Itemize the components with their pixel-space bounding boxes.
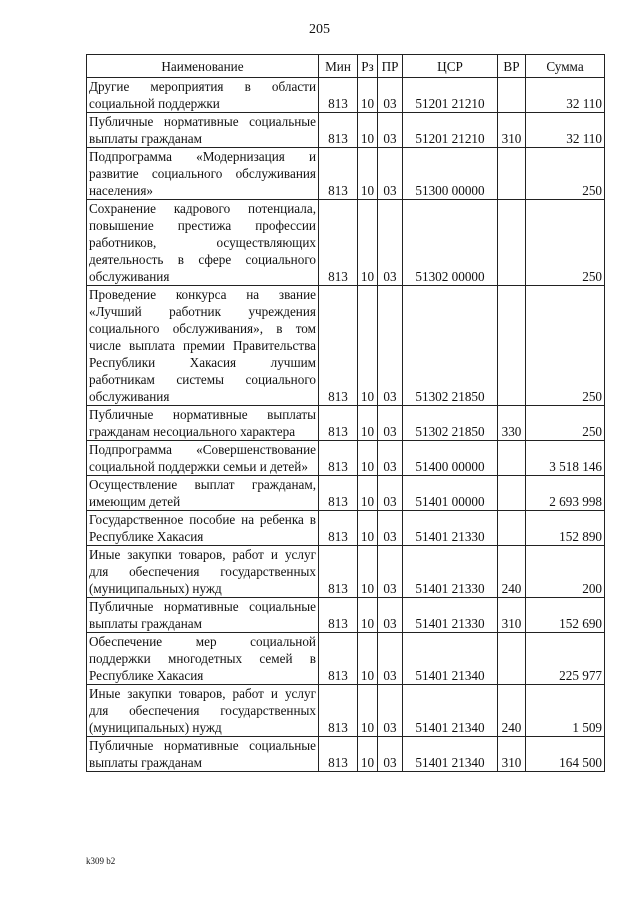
header-min: Мин bbox=[319, 55, 358, 78]
cell-vr: 240 bbox=[498, 685, 526, 737]
cell-min: 813 bbox=[319, 200, 358, 286]
cell-csr: 51401 21330 bbox=[403, 511, 498, 546]
cell-csr: 51401 21340 bbox=[403, 633, 498, 685]
cell-pr: 03 bbox=[378, 441, 403, 476]
cell-rz: 10 bbox=[358, 546, 378, 598]
cell-vr bbox=[498, 200, 526, 286]
cell-csr: 51201 21210 bbox=[403, 78, 498, 113]
cell-pr: 03 bbox=[378, 113, 403, 148]
cell-sum: 250 bbox=[526, 148, 605, 200]
cell-min: 813 bbox=[319, 685, 358, 737]
cell-vr: 310 bbox=[498, 737, 526, 772]
cell-pr: 03 bbox=[378, 148, 403, 200]
table-row bbox=[87, 113, 605, 148]
cell-sum: 152 690 bbox=[526, 598, 605, 633]
cell-csr: 51401 21330 bbox=[403, 598, 498, 633]
cell-min: 813 bbox=[319, 546, 358, 598]
cell-sum: 164 500 bbox=[526, 737, 605, 772]
cell-name: Публичные нормативные социальные выплаты гражданам bbox=[87, 598, 319, 633]
cell-csr: 51201 21210 bbox=[403, 113, 498, 148]
cell-rz: 10 bbox=[358, 633, 378, 685]
cell-vr bbox=[498, 78, 526, 113]
cell-pr: 03 bbox=[378, 546, 403, 598]
header-pr: ПР bbox=[378, 55, 403, 78]
cell-sum: 225 977 bbox=[526, 633, 605, 685]
cell-sum: 3 518 146 bbox=[526, 441, 605, 476]
cell-min: 813 bbox=[319, 286, 358, 406]
table-body bbox=[87, 78, 605, 772]
cell-pr: 03 bbox=[378, 685, 403, 737]
cell-rz: 10 bbox=[358, 406, 378, 441]
cell-pr: 03 bbox=[378, 200, 403, 286]
cell-rz: 10 bbox=[358, 200, 378, 286]
cell-vr bbox=[498, 148, 526, 200]
table-row bbox=[87, 598, 605, 633]
cell-pr: 03 bbox=[378, 476, 403, 511]
footer-code: k309 b2 bbox=[86, 856, 116, 866]
cell-min: 813 bbox=[319, 441, 358, 476]
table-row bbox=[87, 406, 605, 441]
cell-csr: 51302 00000 bbox=[403, 200, 498, 286]
cell-pr: 03 bbox=[378, 286, 403, 406]
cell-name: Осуществление выплат гражданам, имеющим детей bbox=[87, 476, 319, 511]
cell-sum: 250 bbox=[526, 406, 605, 441]
cell-min: 813 bbox=[319, 113, 358, 148]
cell-name: Государственное пособие на ребенка в Республике Хакасия bbox=[87, 511, 319, 546]
cell-vr: 240 bbox=[498, 546, 526, 598]
cell-vr: 330 bbox=[498, 406, 526, 441]
cell-min: 813 bbox=[319, 406, 358, 441]
cell-name: Обеспечение мер социальной поддержки многодетных семей в Республике Хакасия bbox=[87, 633, 319, 685]
cell-csr: 51401 21330 bbox=[403, 546, 498, 598]
cell-min: 813 bbox=[319, 148, 358, 200]
cell-rz: 10 bbox=[358, 148, 378, 200]
page-number: 205 bbox=[309, 22, 330, 37]
table-row bbox=[87, 286, 605, 406]
cell-name: Иные закупки товаров, работ и услуг для обеспечения государственных (муниципальных) нужд bbox=[87, 685, 319, 737]
cell-rz: 10 bbox=[358, 511, 378, 546]
cell-min: 813 bbox=[319, 78, 358, 113]
cell-name: Подпрограмма «Модернизация и развитие социального обслуживания населения» bbox=[87, 148, 319, 200]
cell-name: Публичные нормативные социальные выплаты гражданам bbox=[87, 737, 319, 772]
table-row bbox=[87, 633, 605, 685]
cell-name: Иные закупки товаров, работ и услуг для обеспечения государственных (муниципальных) нужд bbox=[87, 546, 319, 598]
cell-name: Публичные нормативные социальные выплаты гражданам bbox=[87, 113, 319, 148]
budget-table bbox=[86, 54, 605, 772]
table-row bbox=[87, 546, 605, 598]
table-row bbox=[87, 78, 605, 113]
cell-pr: 03 bbox=[378, 511, 403, 546]
table-header-row bbox=[87, 55, 605, 78]
cell-sum: 152 890 bbox=[526, 511, 605, 546]
cell-pr: 03 bbox=[378, 598, 403, 633]
cell-rz: 10 bbox=[358, 737, 378, 772]
cell-name: Публичные нормативные выплаты гражданам несоциального характера bbox=[87, 406, 319, 441]
cell-vr: 310 bbox=[498, 598, 526, 633]
cell-sum: 200 bbox=[526, 546, 605, 598]
cell-sum: 32 110 bbox=[526, 113, 605, 148]
header-vr: ВР bbox=[498, 55, 526, 78]
cell-name: Сохранение кадрового потенциала, повышение престижа профессии работников, осуществляющих деятельность в сфере социального обслуживания bbox=[87, 200, 319, 286]
cell-rz: 10 bbox=[358, 685, 378, 737]
cell-name: Подпрограмма «Совершенствование социальной поддержки семьи и детей» bbox=[87, 441, 319, 476]
cell-rz: 10 bbox=[358, 113, 378, 148]
cell-name: Другие мероприятия в области социальной поддержки bbox=[87, 78, 319, 113]
cell-rz: 10 bbox=[358, 286, 378, 406]
cell-sum: 2 693 998 bbox=[526, 476, 605, 511]
cell-csr: 51302 21850 bbox=[403, 406, 498, 441]
cell-csr: 51401 21340 bbox=[403, 685, 498, 737]
cell-pr: 03 bbox=[378, 78, 403, 113]
cell-sum: 250 bbox=[526, 200, 605, 286]
cell-min: 813 bbox=[319, 476, 358, 511]
cell-name: Проведение конкурса на звание «Лучший работник учреждения социального обслуживания», в том числе выплата премии Правительства Республики Хакасия лучшим работникам системы социального обслуживания bbox=[87, 286, 319, 406]
table-row bbox=[87, 476, 605, 511]
table-row bbox=[87, 511, 605, 546]
cell-csr: 51401 21340 bbox=[403, 737, 498, 772]
cell-rz: 10 bbox=[358, 441, 378, 476]
cell-rz: 10 bbox=[358, 78, 378, 113]
table-row bbox=[87, 737, 605, 772]
cell-sum: 250 bbox=[526, 286, 605, 406]
cell-vr bbox=[498, 441, 526, 476]
table-row bbox=[87, 200, 605, 286]
cell-pr: 03 bbox=[378, 406, 403, 441]
header-rz: Рз bbox=[358, 55, 378, 78]
table-row bbox=[87, 148, 605, 200]
cell-min: 813 bbox=[319, 511, 358, 546]
cell-vr: 310 bbox=[498, 113, 526, 148]
cell-vr bbox=[498, 286, 526, 406]
cell-vr bbox=[498, 633, 526, 685]
cell-rz: 10 bbox=[358, 598, 378, 633]
cell-min: 813 bbox=[319, 598, 358, 633]
cell-min: 813 bbox=[319, 737, 358, 772]
header-csr: ЦСР bbox=[403, 55, 498, 78]
cell-csr: 51302 21850 bbox=[403, 286, 498, 406]
header-sum: Сумма bbox=[526, 55, 605, 78]
cell-sum: 32 110 bbox=[526, 78, 605, 113]
cell-vr bbox=[498, 476, 526, 511]
table-row bbox=[87, 441, 605, 476]
cell-csr: 51400 00000 bbox=[403, 441, 498, 476]
cell-min: 813 bbox=[319, 633, 358, 685]
cell-pr: 03 bbox=[378, 633, 403, 685]
cell-rz: 10 bbox=[358, 476, 378, 511]
cell-csr: 51300 00000 bbox=[403, 148, 498, 200]
table-row bbox=[87, 685, 605, 737]
header-name: Наименование bbox=[87, 55, 319, 78]
cell-csr: 51401 00000 bbox=[403, 476, 498, 511]
cell-vr bbox=[498, 511, 526, 546]
cell-pr: 03 bbox=[378, 737, 403, 772]
cell-sum: 1 509 bbox=[526, 685, 605, 737]
